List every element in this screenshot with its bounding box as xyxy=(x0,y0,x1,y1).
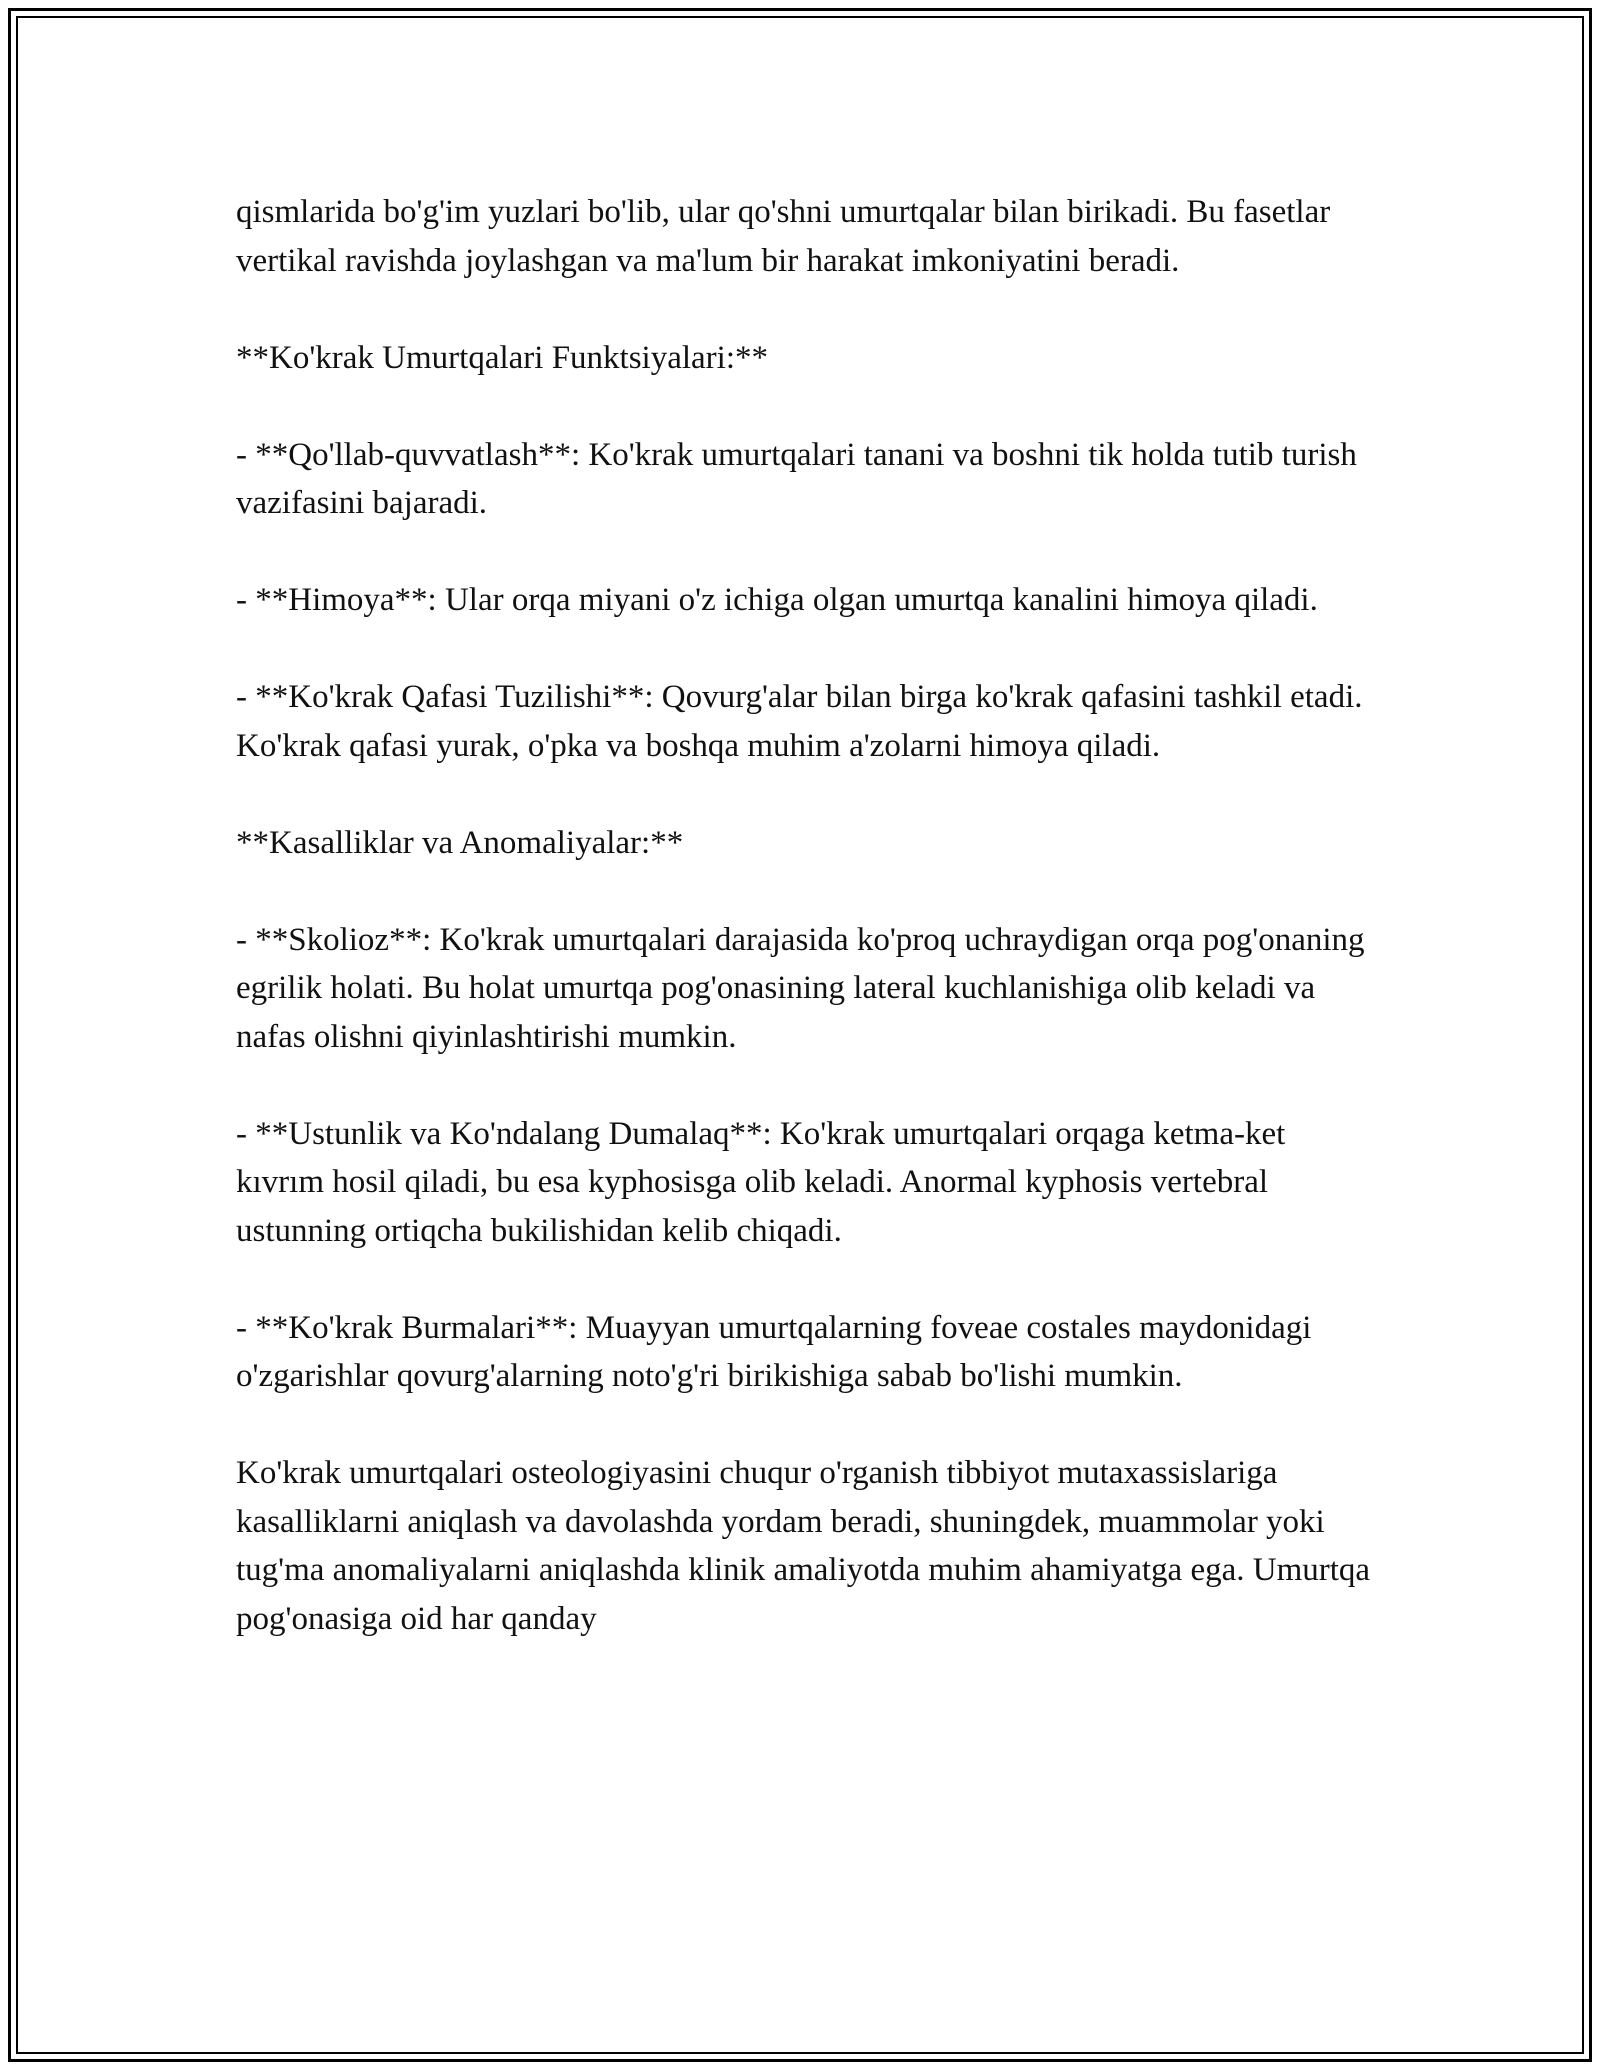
list-item-kyphosis: - **Ustunlik va Ko'ndalang Dumalaq**: Ko'krak umurtqalari orqaga ketma-ket kıvrım hosil qiladi, bu esa kyphosisga olib keladi. Anormal kyphosis vertebral ustunning ortiqcha bukilishidan kelib chiqadi. xyxy=(236,1115,1286,1249)
list-item-support: - **Qo'llab-quvvatlash**: Ko'krak umurtqalari tanani va boshni tik holda tutib turish vazifasini bajaradi. xyxy=(236,436,1357,521)
list-item-scoliosis: - **Skolioz**: Ko'krak umurtqalari darajasida ko'proq uchraydigan orqa pog'onaning egrilik holati. Bu holat umurtqa pog'onasining lateral kuchlanishiga olib keladi va nafas olishni qiyinlashtirishi mumkin. xyxy=(236,921,1365,1055)
list-item-costal-changes: - **Ko'krak Burmalari**: Muayyan umurtqalarning foveae costales maydonidagi o'zgarishlar qovurg'alarning noto'g'ri birikishiga sabab bo'lishi mumkin. xyxy=(236,1309,1312,1394)
document-body xyxy=(236,188,1376,1643)
paragraph-intro-continuation: qismlarida bo'g'im yuzlari bo'lib, ular qo'shni umurtqalar bilan birikadi. Bu fasetlar vertikal ravishda joylashgan va ma'lum bir harakat imkoniyatini beradi. xyxy=(236,194,1331,279)
list-item-protection: - **Himoya**: Ular orqa miyani o'z ichiga olgan umurtqa kanalini himoya qiladi. xyxy=(236,582,1318,618)
heading-functions: **Ko'krak Umurtqalari Funktsiyalari:** xyxy=(236,339,769,376)
heading-diseases: **Kasalliklar va Anomaliyalar:** xyxy=(236,824,684,861)
paragraph-conclusion: Ko'krak umurtqalari osteologiyasini chuqur o'rganish tibbiyot mutaxassislariga kasalliklarni aniqlash va davolashda yordam beradi, shuningdek, muammolar yoki tug'ma anomaliyalarni aniqlashda klinik amaliyotda muhim ahamiyatga ega. Umurtqa pog'onasiga oid har qanday xyxy=(236,1455,1371,1637)
list-item-thoracic-cage: - **Ko'krak Qafasi Tuzilishi**: Qovurg'alar bilan birga ko'krak qafasini tashkil etadi. Ko'krak qafasi yurak, o'pka va boshqa muhim a'zolarni himoya qiladi. xyxy=(236,679,1363,764)
